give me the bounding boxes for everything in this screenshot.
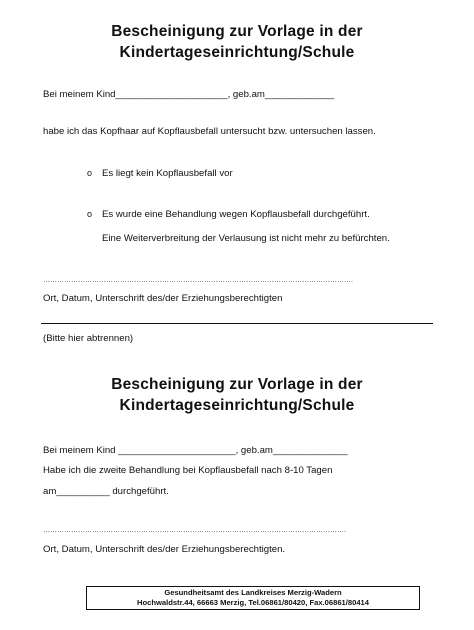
form1-signature-dotted-line: ……………………………………………………………………………………………………………………. bbox=[43, 277, 353, 284]
form1-option-treated[interactable] bbox=[87, 208, 370, 221]
form1-examined-line: habe ich das Kopfhaar auf Kopflausbefall untersucht bzw. untersuchen lassen. bbox=[43, 126, 376, 137]
form2-child-line: Bei meinem Kind ______________________, geb.am______________ bbox=[43, 445, 348, 456]
checkbox-circle-icon[interactable]: o bbox=[87, 209, 93, 219]
form2-date-line: am__________ durchgeführt. bbox=[43, 486, 169, 497]
form2-signature-dotted-line: …………………………………………………………………………………………………………………. bbox=[43, 527, 346, 534]
footer-authority-name: Gesundheitsamt des Landkreises Merzig-Wadern bbox=[164, 588, 342, 597]
form1-title bbox=[0, 21, 474, 63]
form1-signature-label: Ort, Datum, Unterschrift des/der Erziehungsberechtigten bbox=[43, 293, 283, 304]
form2-second-treatment-line: Habe ich die zweite Behandlung bei Kopflausbefall nach 8-10 Tagen bbox=[43, 465, 333, 476]
form1-option2-label: Es wurde eine Behandlung wegen Kopflausbefall durchgeführt. bbox=[102, 209, 370, 220]
form2-title-line2: Kindertageseinrichtung/Schule bbox=[119, 397, 355, 414]
form2-signature-label: Ort, Datum, Unterschrift des/der Erziehungsberechtigten. bbox=[43, 544, 286, 555]
form2-title bbox=[0, 374, 474, 416]
form1-child-line: Bei meinem Kind_____________________, geb.am_____________ bbox=[43, 89, 335, 100]
form1-title-line1: Bescheinigung zur Vorlage in der bbox=[111, 23, 363, 40]
form1-option-no-infestation[interactable] bbox=[87, 167, 233, 180]
form1-option2-continuation: Eine Weiterverbreitung der Verlausung ist nicht mehr zu befürchten. bbox=[102, 233, 390, 244]
form1-title-line2: Kindertageseinrichtung/Schule bbox=[119, 44, 355, 61]
footer-address-box bbox=[86, 586, 420, 610]
checkbox-circle-icon[interactable]: o bbox=[87, 168, 93, 178]
cut-separator-line bbox=[41, 323, 433, 324]
form1-option1-label: Es liegt kein Kopflausbefall vor bbox=[102, 168, 233, 179]
cut-label: (Bitte hier abtrennen) bbox=[43, 333, 134, 344]
footer-address: Hochwaldstr.44, 66663 Merzig, Tel.06861/80420, Fax.06861/80414 bbox=[136, 598, 370, 607]
form2-title-line1: Bescheinigung zur Vorlage in der bbox=[111, 376, 363, 393]
